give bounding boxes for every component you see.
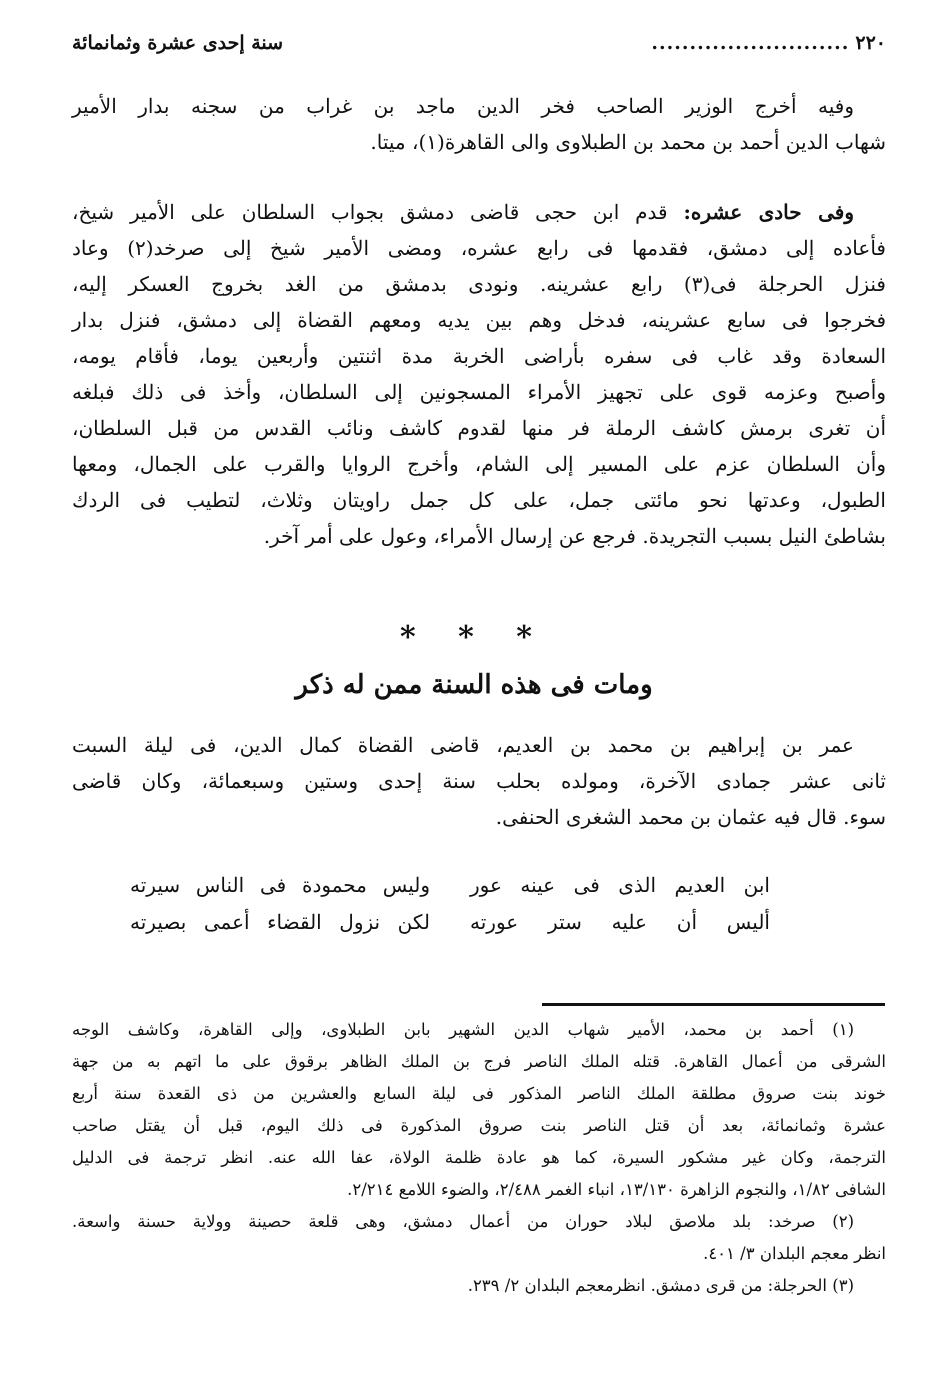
footnote-line: (٣) الحرجلة: من قرى دمشق. انظرمعجم البلدان ٢/ ٢٣٩. xyxy=(467,1276,854,1295)
footnote-rule xyxy=(542,1003,885,1006)
poem xyxy=(130,867,770,941)
section-heading: ومات فى هذه السنة ممن له ذكر xyxy=(295,670,653,700)
text-line: وأن السلطان عزم على المسير إلى الشام، وأخرج الروايا والقرب على الجمال، ومعها xyxy=(72,452,886,476)
running-header xyxy=(72,28,886,58)
footnote-line: (٢) صرخد: بلد ملاصق لبلاد حوران من أعمال دمشق، وهى قلعة حصينة وولاية حسنة واسعة. xyxy=(72,1212,854,1231)
footnote-line: الشرقى من أعمال القاهرة. قتله الملك الناصر فرج بن الملك الظاهر برقوق على ما اتهم به من جهة xyxy=(72,1052,886,1071)
footnotes xyxy=(72,1014,886,1302)
footnote-line: (١) أحمد بن محمد، الأمير شهاب الدين الشهير بابن الطبلاوى، وإلى القاهرة، وكاشف الوجه xyxy=(72,1020,854,1039)
paragraph-3 xyxy=(72,727,886,835)
footnote-line: الترجمة، وكان غير مشكور السيرة، كما هو عادة ظلمة الولاة، عفا الله عنه. انظر ترجمة فى الدليل xyxy=(72,1148,886,1167)
text-span: قدم ابن حجى قاضى دمشق بجواب السلطان على الأمير شيخ، xyxy=(72,200,668,224)
footnote-line: عشرة وثمانمائة، بعد أن قتل الناصر بنت صروق المذكورة فى ذلك اليوم، قبل أن يقتل صاحب xyxy=(72,1116,887,1135)
text-line: فخرجوا فى سابع عشرينه، فدخل وهم بين يديه ومعهم القضاة إلى دمشق، فنزل بدار xyxy=(72,308,886,332)
text-line: السعادة وقد غاب فى سفره بأراضى الخربة مدة اثنتين وأربعين يوما، فأقام يومه، xyxy=(72,344,886,368)
footnote-line: الشافى ١/٨٢، والنجوم الزاهرة ١٣/١٣٠، انباء الغمر ٢/٤٨٨، والضوء اللامع ٢/٢١٤. xyxy=(347,1180,886,1199)
hemistich: وليس محمودة فى الناس سيرته xyxy=(130,873,430,897)
text-line: بشاطئ النيل بسبب التجريدة. فرجع عن إرسال الأمراء، وعول على أمر آخر. xyxy=(263,524,886,548)
text-line: وأصبح وعزمه قوى على تجهيز الأمراء المسجونين إلى السلطان، وأخذ فى ذلك فبلغه xyxy=(72,380,886,404)
poem-verse xyxy=(130,867,770,904)
text-line: وفيه أخرج الوزير الصاحب فخر الدين ماجد بن غراب من سجنه بدار الأمير xyxy=(72,94,854,118)
text-line xyxy=(72,194,886,230)
poem-verse xyxy=(130,904,770,941)
paragraph-lead: وفى حادى عشره: xyxy=(683,200,854,224)
footnote-line: خوند بنت صروق مطلقة الملك الناصر المذكور فى ليلة السابع والعشرين من ذى القعدة سنة أربع xyxy=(72,1084,886,1103)
paragraph-2 xyxy=(72,194,886,554)
text-line: الطبول، وعدتها نحو مائتى جمل، على كل جمل راويتان وثلاث، لتطيب فى الردك xyxy=(72,488,886,512)
hemistich: أليس أن عليه ستر عورته xyxy=(470,910,770,934)
hemistich: ابن العديم الذى فى عينه عور xyxy=(470,873,770,897)
section-divider-stars: * * * xyxy=(400,620,548,655)
text-line: فأعاده إلى دمشق، فقدمها فى رابع عشره، ومضى الأمير شيخ إلى صرخد(٢) وعاد xyxy=(72,236,886,260)
text-line: أن تغرى برمش كاشف الرملة فر منها لقدوم كاشف ونائب القدس من قبل السلطان، xyxy=(72,416,886,440)
page-number: ٢٢٠ xyxy=(855,32,886,54)
text-line: سوء. قال فيه عثمان بن محمد الشغرى الحنفى. xyxy=(495,805,886,829)
text-line: فنزل الحرجلة فى(٣) رابع عشرينه. ونودى بدمشق من الغد بخروج العسكر إليه، xyxy=(72,272,886,296)
leader-dots: .......................... xyxy=(651,32,850,54)
running-title: سنة إحدى عشرة وثمانمائة xyxy=(72,32,284,54)
text-line: ثانى عشر جمادى الآخرة، ومولده بحلب سنة إحدى وستين وسبعمائة، وكان قاضى xyxy=(72,769,886,793)
footnote-line: انظر معجم البلدان ٣/ ٤٠١. xyxy=(703,1244,886,1263)
paragraph-1 xyxy=(72,88,886,160)
hemistich: لكن نزول القضاء أعمى بصيرته xyxy=(130,910,430,934)
text-line: شهاب الدين أحمد بن محمد بن الطبلاوى والى القاهرة(١)، ميتا. xyxy=(370,130,886,154)
text-line: عمر بن إبراهيم بن محمد بن العديم، قاضى القضاة كمال الدين، فى ليلة السبت xyxy=(72,733,854,757)
